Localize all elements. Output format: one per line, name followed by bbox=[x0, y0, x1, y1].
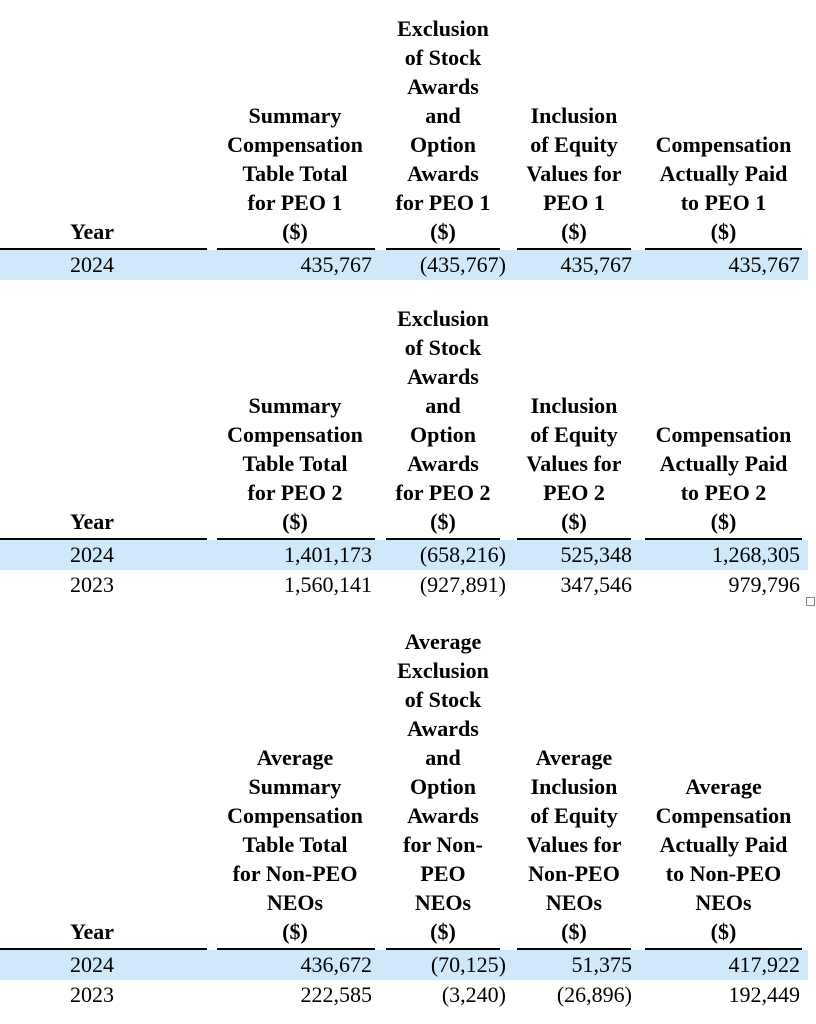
header-line: Average bbox=[256, 745, 334, 770]
header-line: ($) bbox=[430, 919, 456, 944]
header-line: Compensation bbox=[655, 803, 792, 828]
header-line: Year bbox=[70, 219, 114, 244]
value-cell: 347,546 bbox=[560, 572, 632, 597]
header-line: ($) bbox=[282, 509, 308, 534]
header-line: ($) bbox=[561, 219, 587, 244]
cap-header bbox=[645, 420, 802, 536]
header-line: Exclusion bbox=[397, 16, 489, 41]
header-line: Table Total bbox=[242, 832, 348, 857]
value-cell: 192,449 bbox=[728, 982, 800, 1007]
header-line: Non-PEO bbox=[528, 861, 620, 886]
header-line: Inclusion bbox=[530, 103, 618, 128]
header-line: Year bbox=[70, 919, 114, 944]
header-line: Summary bbox=[248, 103, 342, 128]
value-cell: 436,672 bbox=[300, 952, 372, 977]
inclusion-header bbox=[516, 743, 632, 946]
value-cell: 1,268,305 bbox=[712, 542, 800, 567]
header-line: Awards bbox=[407, 364, 479, 389]
header-line: for Non-PEO bbox=[232, 861, 358, 886]
header-line: PEO 2 bbox=[543, 480, 605, 505]
header-line: Average bbox=[685, 774, 762, 799]
header-line: Exclusion bbox=[397, 658, 489, 683]
value-cell: 525,348 bbox=[560, 542, 632, 567]
header-line: Table Total bbox=[242, 451, 348, 476]
header-line: NEOs bbox=[266, 890, 324, 915]
header-line: Awards bbox=[407, 161, 479, 186]
header-line: Inclusion bbox=[530, 393, 618, 418]
value-cell: 1,560,141 bbox=[284, 572, 372, 597]
header-line: for PEO 2 bbox=[395, 480, 491, 505]
header-line: for PEO 1 bbox=[395, 190, 491, 215]
value-cell: (26,896) bbox=[556, 982, 632, 1007]
header-line: Actually Paid bbox=[659, 451, 788, 476]
exclusion-header bbox=[388, 304, 498, 536]
year-header bbox=[70, 217, 114, 246]
peo2-table bbox=[0, 292, 808, 600]
header-line: ($) bbox=[561, 919, 587, 944]
header-line: for PEO 1 bbox=[247, 190, 343, 215]
inclusion-header bbox=[516, 101, 632, 246]
header-line: and bbox=[425, 393, 461, 418]
header-line: Summary bbox=[248, 393, 342, 418]
header-line: ($) bbox=[561, 509, 587, 534]
header-line: Summary bbox=[248, 774, 342, 799]
exclusion-header bbox=[388, 627, 498, 946]
header-line: PEO 1 bbox=[543, 190, 605, 215]
header-line: and bbox=[425, 103, 461, 128]
summary-comp-header bbox=[216, 391, 374, 536]
peo1-table bbox=[0, 0, 808, 280]
summary-comp-header bbox=[216, 743, 374, 946]
year-cell: 2023 bbox=[70, 982, 114, 1007]
year-header bbox=[70, 507, 114, 536]
year-header bbox=[70, 917, 114, 946]
summary-comp-header bbox=[216, 101, 374, 246]
header-line: for Non- bbox=[403, 832, 483, 857]
header-line: Awards bbox=[407, 451, 479, 476]
header-line: PEO bbox=[420, 861, 466, 886]
table-row bbox=[0, 570, 808, 600]
header-line: Compensation bbox=[655, 422, 792, 447]
header-line: Average bbox=[404, 629, 482, 654]
inclusion-header bbox=[516, 391, 632, 536]
header-line: Values for bbox=[526, 451, 622, 476]
non-peo-table-header bbox=[0, 614, 808, 950]
peo2-table-header bbox=[0, 292, 808, 540]
peo1-table-header bbox=[0, 0, 808, 250]
header-line: Actually Paid bbox=[659, 832, 788, 857]
value-cell: 51,375 bbox=[571, 952, 632, 977]
table-row bbox=[0, 540, 808, 570]
header-line: to PEO 1 bbox=[680, 190, 767, 215]
header-line: Inclusion bbox=[530, 774, 618, 799]
header-line: Average bbox=[535, 745, 613, 770]
table-row bbox=[0, 980, 808, 1010]
header-line: Table Total bbox=[242, 161, 348, 186]
resize-handle-icon bbox=[806, 597, 815, 606]
header-line: Values for bbox=[526, 832, 622, 857]
header-line: NEOs bbox=[545, 890, 603, 915]
value-cell: 222,585 bbox=[300, 982, 372, 1007]
header-line: Compensation bbox=[227, 422, 363, 447]
header-line: Option bbox=[409, 422, 477, 447]
header-line: ($) bbox=[710, 919, 737, 944]
header-line: to Non-PEO bbox=[665, 861, 782, 886]
header-line: Year bbox=[70, 509, 114, 534]
value-cell: 979,796 bbox=[728, 572, 800, 597]
table-row bbox=[0, 950, 808, 980]
year-cell: 2024 bbox=[70, 542, 114, 567]
header-line: Awards bbox=[407, 716, 479, 741]
header-line: of Stock bbox=[404, 687, 482, 712]
header-line: Awards bbox=[407, 803, 479, 828]
cap-header bbox=[645, 772, 802, 946]
header-line: NEOs bbox=[414, 890, 472, 915]
value-cell: 417,922 bbox=[728, 952, 800, 977]
value-cell: (3,240) bbox=[441, 982, 506, 1007]
header-line: Compensation bbox=[655, 132, 792, 157]
year-cell: 2024 bbox=[70, 252, 114, 277]
header-line: ($) bbox=[282, 919, 308, 944]
value-cell: 435,767 bbox=[300, 252, 372, 277]
value-cell: 435,767 bbox=[728, 252, 800, 277]
header-line: ($) bbox=[282, 219, 308, 244]
cap-header bbox=[645, 130, 802, 246]
year-cell: 2023 bbox=[70, 572, 114, 597]
header-line: of Equity bbox=[530, 803, 618, 828]
value-cell: 1,401,173 bbox=[284, 542, 372, 567]
header-line: of Equity bbox=[530, 422, 618, 447]
header-line: Actually Paid bbox=[659, 161, 788, 186]
header-line: ($) bbox=[710, 219, 737, 244]
value-cell: (435,767) bbox=[419, 252, 506, 277]
header-line: to PEO 2 bbox=[680, 480, 767, 505]
header-line: ($) bbox=[710, 509, 737, 534]
header-line: and bbox=[425, 745, 461, 770]
header-line: ($) bbox=[430, 509, 456, 534]
year-cell: 2024 bbox=[70, 952, 114, 977]
header-line: ($) bbox=[430, 219, 456, 244]
header-line: Exclusion bbox=[397, 306, 489, 331]
header-line: Compensation bbox=[227, 803, 363, 828]
header-line: of Equity bbox=[530, 132, 618, 157]
table-row bbox=[0, 250, 808, 280]
header-line: Option bbox=[409, 774, 477, 799]
exclusion-header bbox=[388, 14, 498, 246]
value-cell: 435,767 bbox=[560, 252, 632, 277]
header-line: Awards bbox=[407, 74, 479, 99]
header-line: for PEO 2 bbox=[247, 480, 343, 505]
header-line: Option bbox=[409, 132, 477, 157]
header-line: of Stock bbox=[404, 45, 482, 70]
header-line: of Stock bbox=[404, 335, 482, 360]
header-line: NEOs bbox=[695, 890, 752, 915]
value-cell: (70,125) bbox=[430, 952, 506, 977]
header-line: Compensation bbox=[227, 132, 363, 157]
non-peo-neo-table bbox=[0, 614, 808, 1010]
value-cell: (658,216) bbox=[419, 542, 506, 567]
header-line: Values for bbox=[526, 161, 622, 186]
value-cell: (927,891) bbox=[419, 572, 506, 597]
